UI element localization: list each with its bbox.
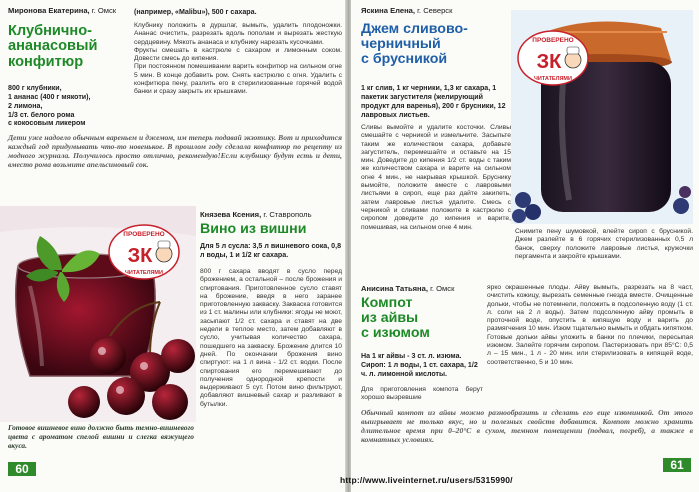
recipe3-title-line: с брусникой xyxy=(361,50,448,67)
ingredient-line: 1/3 ст. белого рома xyxy=(8,110,75,119)
cherry-wine-photo xyxy=(0,206,196,422)
recipe4-title-line: с изюмом xyxy=(361,324,430,341)
recipe3-title xyxy=(361,22,468,67)
recipe1-title-line: ананасовый xyxy=(8,38,98,55)
badge-text-bottom: ЧИТАТЕЛЯМИ xyxy=(534,76,572,82)
badge-text-top: ПРОВЕРЕНО xyxy=(532,37,574,44)
recipe1-ingredients-cont: (например, «Malibu»), 500 г сахара. xyxy=(134,8,257,16)
recipe4-author-name: Анисина Татьяна, xyxy=(361,284,428,293)
recipe4-instructions: ярко окрашенные плоды. Айву вымыть, разрезать на 8 част, очистить кожицу, вырезать семенные гнезда вместе. Очищенные дольки, чтобы не потемнели, положить в подсоленную воду (1 ст. л. соли на 2 л воды). Затем подсоленную айву промыть в проточной воде, опустить в кипящую воду и варить до размягчения 10 мин. Изюм тщательно вымыть и обдать кипятком. Готовые дольки айвы уложить в банки по плечики, пересыпая изюмом. Залейте горячим сиропом. Пастеризовать при 85°С: 0,5 л – 15 мин., 1 л - 20 мин. или стерилизовать в кипящей воде, соответственно, 5 и 10 мин. xyxy=(487,284,693,366)
recipe2-caption: Готовое вишневое вино должно быть темно-вишневого цвета с ароматом спелой вишни и слегка вяжущего вкуса. xyxy=(8,423,194,450)
recipe4-ingredients: На 1 кг айвы - 3 ст. л. изюма. Сироп: 1 л воды, 1 ст. сахара, 1/2 ч. л. лимонной кислоты. xyxy=(361,352,478,378)
recipe2-author xyxy=(200,210,312,219)
instruction-paragraph: При постоянном помешивании варить конфитюр на сильном огне 5 мин. В конце добавить ром. Снять кастрюлю с огня. Удалить с конфитюра пену, разлить его в стерилизованные горячей водой банки и сразу закрыть их крышками. xyxy=(134,63,342,96)
recipe3-author-city: г. Северск xyxy=(417,6,453,15)
recipe4-title-line: из айвы xyxy=(361,309,419,326)
recipe4-title-line: Компот xyxy=(361,295,413,311)
right-page xyxy=(351,0,699,492)
recipe1-author-city: г. Омск xyxy=(91,6,117,15)
left-page xyxy=(0,0,347,492)
page-number-left: 60 xyxy=(8,462,36,476)
recipe3-ingredients: 1 кг слив, 1 кг черники, 1,3 кг сахара, 1 пакетик загустителя (желирующий продукт для варенья), 200 г брусники, 12 лавровых листьев. xyxy=(361,84,506,119)
recipe3-author-name: Яскина Елена, xyxy=(361,6,416,15)
recipe2-author-name: Князева Ксения, xyxy=(200,210,262,219)
recipe1-title-line: Клубнично- xyxy=(8,23,92,39)
recipe4-note: Обычный компот из айвы можно разнообразить и сделать его еще изюминкой. От этого выигрывает не только вкус, но и полезных свойств добавится. Компот можно хранить длительное время при 0–20°С в сухом, темном помещении (подвал, погреб), а также в комнатных условиях. xyxy=(361,408,693,444)
recipe3-title-line: черничный xyxy=(361,35,441,52)
recipe1-author xyxy=(8,6,116,15)
recipe1-instructions xyxy=(134,22,342,97)
recipe1-title xyxy=(8,24,97,70)
ingredient-line: 1 ананас (400 г мякоти), xyxy=(8,92,91,101)
instruction-paragraph: Фрукты смешать в кастрюле с сахаром и лимонным соком. Довести смесь до кипения. xyxy=(134,46,342,63)
recipe2-instructions: 800 г сахара вводят в сусло перед брожением, а остальной – после брожения и спиртования. Приготовленное сусло ставят на брожение, введя в него заранее приготовленную закваску. Закваска готовится из 1 ст. малины или клубники: ягоды не моют, засыпают 1/2 ст. сахара и ставят на две недели в теплое место, затем добавляют в сусло, учитывая количество сахара, пошедшего на закваску. Брожение длится 10 дней. По окончании брожения вино спиртуют: на 1 л вина - 1/2 ст. водки. После спиртования его перемешивают до получения однородной крепости и выдерживают 5 сут. Потом вино фильтруют, добавляют вишневый сахар и разливают в бутылки. xyxy=(200,268,342,408)
recipe2-ingredients: Для 5 л сусла: 3,5 л вишневого сока, 0,8 л воды, 1 и 1/2 кг сахара. xyxy=(200,242,342,259)
badge-text-bottom: ЧИТАТЕЛЯМИ xyxy=(125,270,163,276)
tested-by-readers-badge xyxy=(108,224,180,280)
recipe4-author xyxy=(361,284,454,293)
recipe4-title xyxy=(361,296,430,341)
badge-text-top: ПРОВЕРЕНО xyxy=(123,231,165,238)
badge-logo: ЗК xyxy=(536,51,562,73)
plum-jam-photo xyxy=(511,10,693,224)
ingredient-line: с кокосовым ликером xyxy=(8,119,86,128)
recipe4-author-city: г. Омск xyxy=(430,284,455,293)
recipe3-title-line: Джем сливово- xyxy=(361,21,468,37)
recipe1-note: Дети уже надоело обычным вареньем и джемом, им теперь подавай экзотику. Вот и приходится каждый год придумывать что-то новенькое. В прошлом году сделала конфитюр по рецепту из модного журнала. Получилось просто отлично, рекомендую!Если клубнику будут есть и дети, вместо рома возьмите апельсиновый сок. xyxy=(8,133,342,169)
recipe3-author xyxy=(361,6,452,15)
recipe1-ingredients xyxy=(8,84,128,128)
ingredient-line: 800 г клубники, xyxy=(8,84,62,92)
recipe3-caption: Снимите пену шумовкой, влейте сироп с брусникой. Джем разлейте в 6 горячих стерилизованных 0,5 л банок, сверху положите лавровые листья, кружочки пергамента и закройте крышками. xyxy=(515,228,693,260)
watermark-url: http://www.liveinternet.ru/users/5315990/ xyxy=(340,475,513,485)
recipe1-title-line: конфитюр xyxy=(8,53,84,70)
badge-logo: ЗК xyxy=(127,245,153,267)
recipe4-instructions-start: Для приготовления компота берут хорошо вызревшие xyxy=(361,386,483,402)
recipe2-author-city: г. Ставрополь xyxy=(263,210,312,219)
instruction-paragraph: Клубнику положить в дуршлаг, вымыть, удалить плодоножки. Ананас очистить, разрезать вдоль пополам и вырезать жесткую сердцевину. Мякоть ананаса и клубнику нарезать кусочками. xyxy=(134,22,342,46)
tested-by-readers-badge xyxy=(517,30,589,86)
page-number-right: 61 xyxy=(663,458,691,472)
ingredient-line: 2 лимона, xyxy=(8,101,43,110)
recipe1-author-name: Миронова Екатерина, xyxy=(8,6,90,15)
recipe3-instructions: Сливы вымойте и удалите косточки. Сливы смешайте с черникой и измельчите. Засыпьте таким же количеством сахара, добавьте загуститель, перемешайте и оставьте на 15 мин. Доведите до кипения 1/2 ст. воды с таким же количеством сахара и варите на сильном огне 4 мин., не накрывая крышкой. Бруснику вымойте, положите вместе с лавровыми листьями в сироп, еще раз дайте закипеть, затем лавровые листья удалите. Смесь с черникой и сливами положите в кастрюлю с сиропом доведите до кипения и варите, помешивая, на сильном огне 4 мин. xyxy=(361,124,511,231)
recipe2-title: Вино из вишни xyxy=(200,221,307,237)
